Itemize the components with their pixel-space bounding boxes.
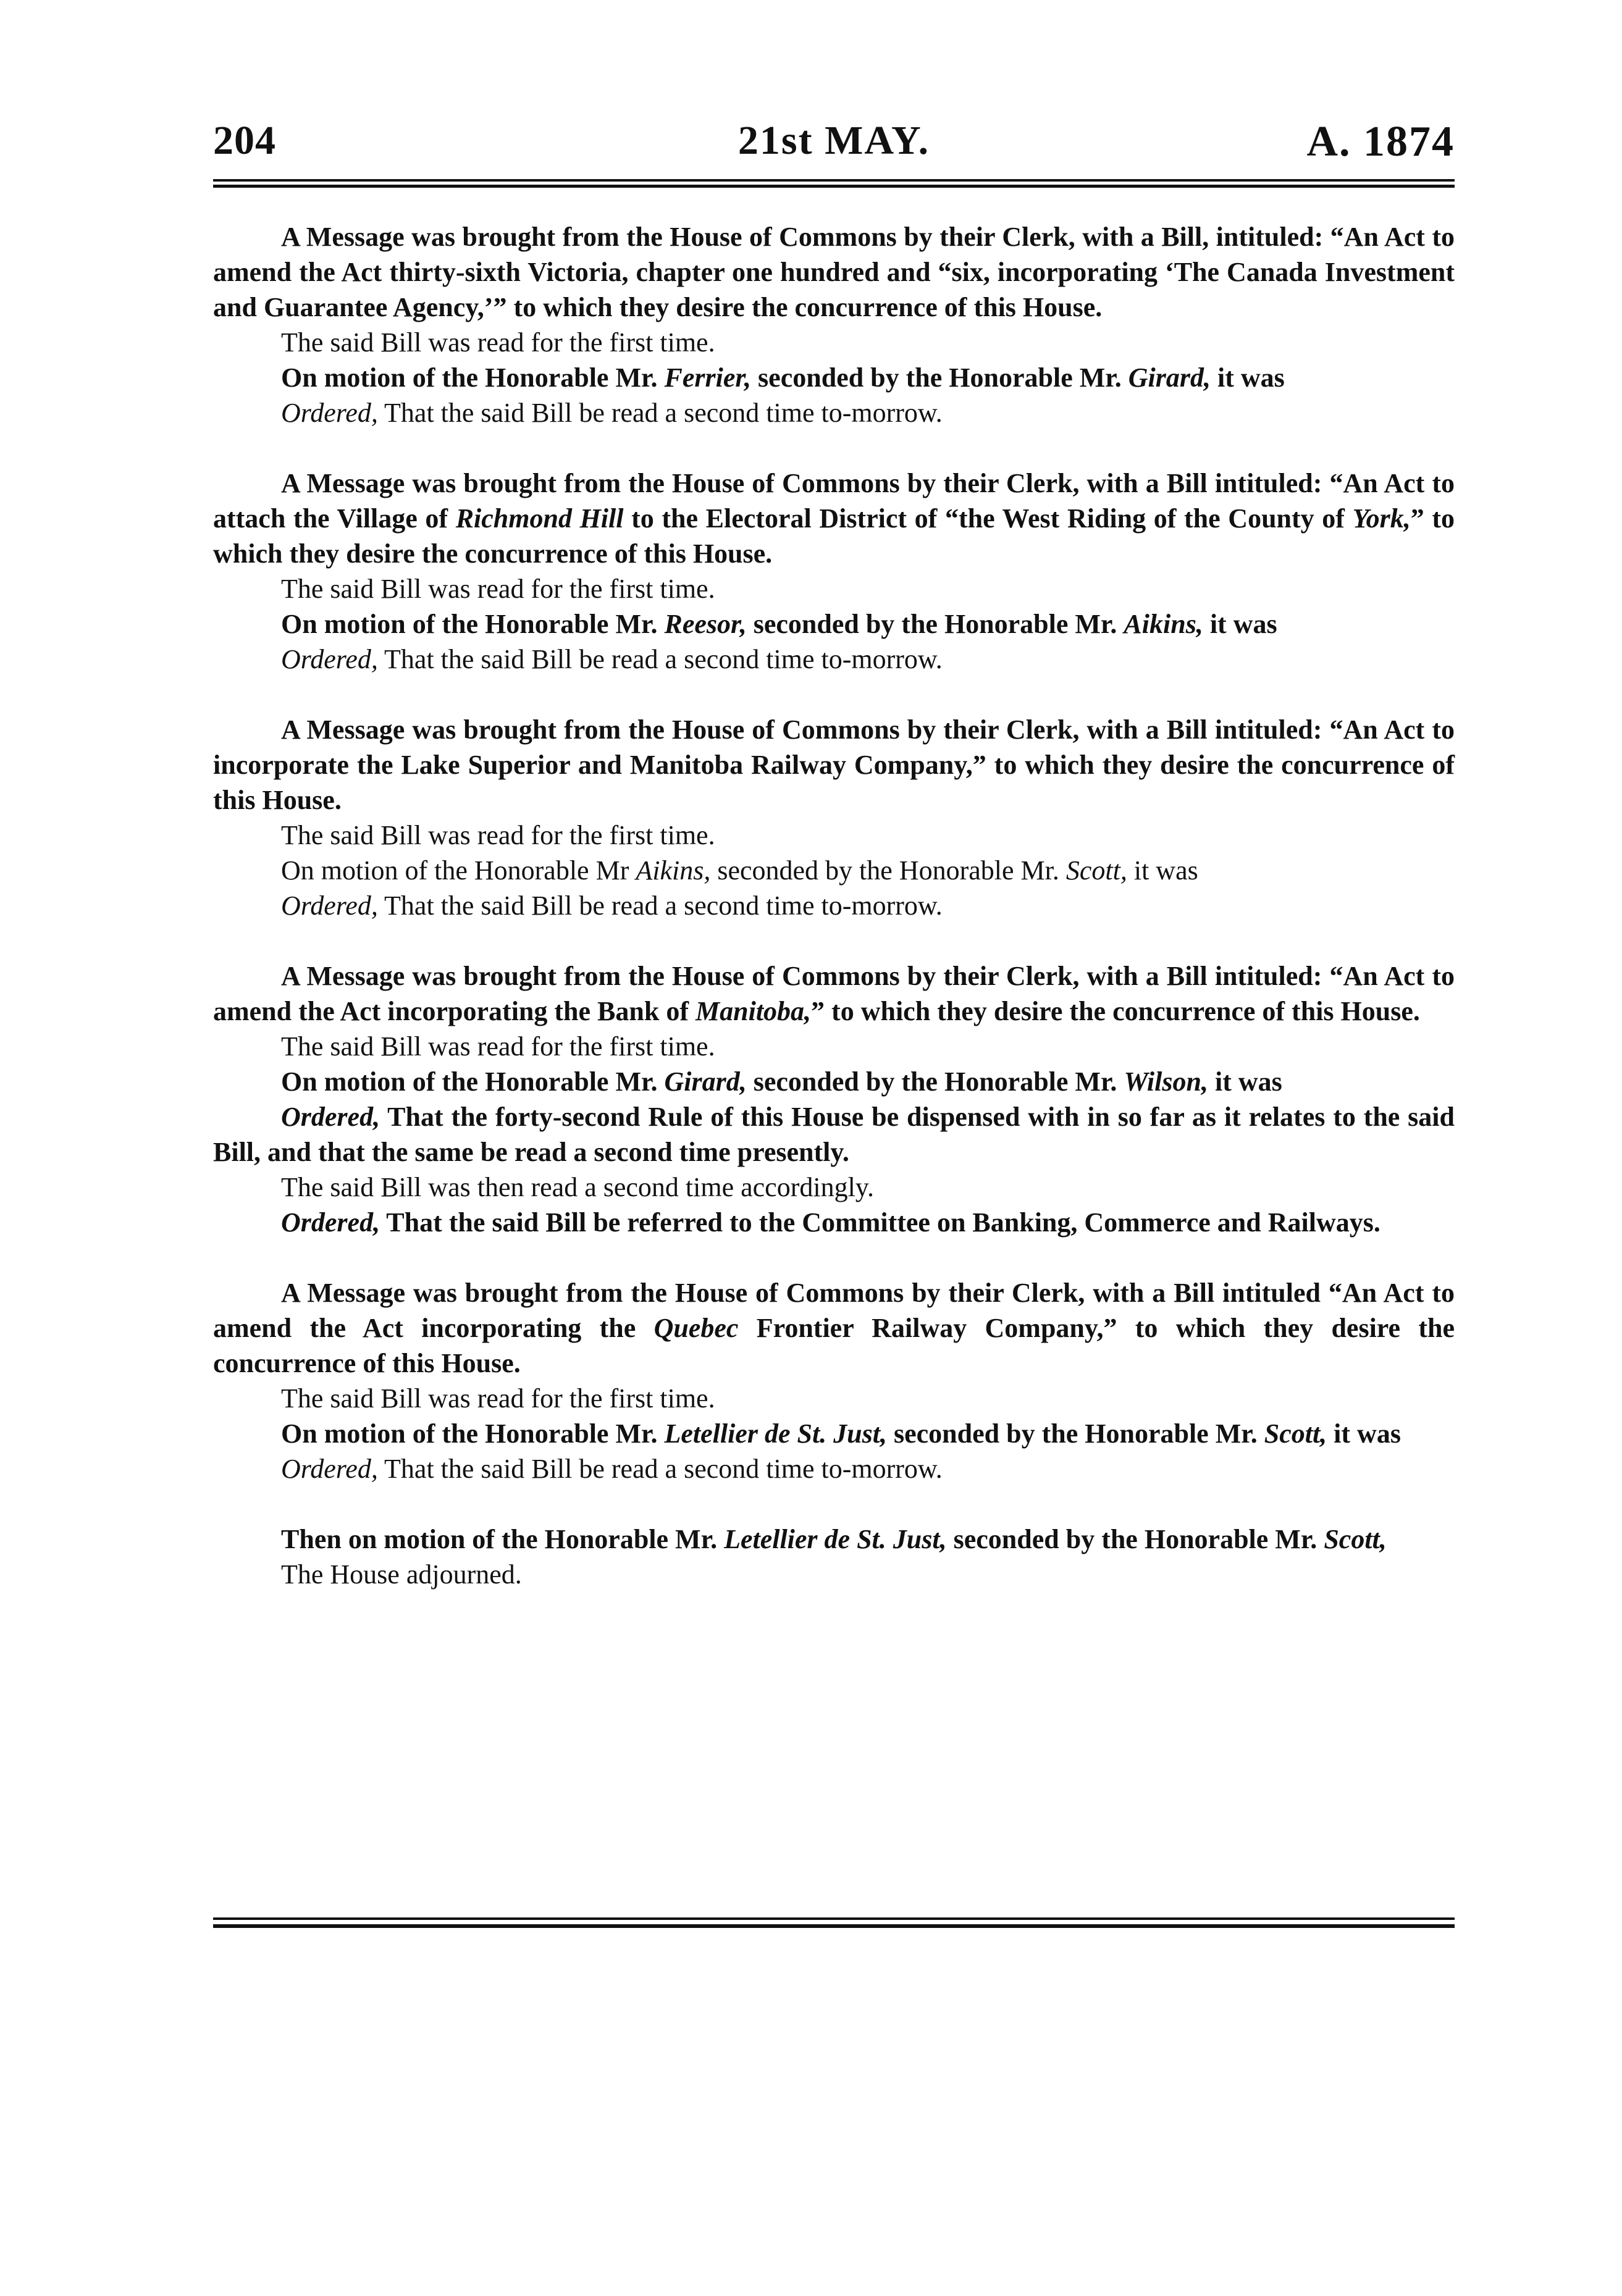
- motion: On motion of the Honorable Mr. Reesor, seconded by the Honorable Mr. Aikins, it was: [281, 609, 1277, 639]
- page-number: 204: [213, 118, 276, 163]
- mover-name: Letellier de St. Just,: [724, 1524, 947, 1554]
- message-text: A Message was brought from the House of Commons by their Clerk, with a Bill intituled “An Act to amend the Act incorporating the Quebec Frontier Railway Company,” to which they desire the concurrence of this House.: [213, 1278, 1455, 1378]
- seconder-name: Scott,: [1324, 1524, 1387, 1554]
- motion: On motion of the Honorable Mr. Girard, seconded by the Honorable Mr. Wilson, it was: [281, 1066, 1282, 1097]
- county-name: York,: [1352, 503, 1411, 534]
- message-text: A Message was brought from the House of Commons by their Clerk, with a Bill, intituled: “An Act to amend the Act thirty-sixth Victoria, chapter one hundred and “six, incorporating ‘The Canada Investment and Guarantee Agency,’” to which they desire the concurrence of this House.: [213, 222, 1455, 322]
- message-text: A Message was brought from the House of Commons by their Clerk, with a Bill intituled: “An Act to attach the Village of Richmond Hill to the Electoral District of “the West Riding of the County of York,” to which they desire the concurrence of this House.: [213, 468, 1455, 569]
- seconder-name: Scott,: [1065, 855, 1127, 886]
- mover-name: Letellier de St. Just,: [664, 1418, 887, 1449]
- running-date: 21st MAY.: [737, 118, 930, 163]
- seconder-name: Aikins,: [1124, 609, 1203, 639]
- mover-name: Reesor,: [664, 609, 747, 639]
- entry-richmond-hill: [213, 466, 1455, 677]
- first-reading: The said Bill was read for the first time.: [281, 574, 715, 604]
- first-reading: The said Bill was read for the first time.: [281, 327, 715, 358]
- bank-name: Manitoba,: [695, 996, 812, 1026]
- adjournment-motion: Then on motion of the Honorable Mr. Letellier de St. Just, seconded by the Honorable Mr. Scott,: [281, 1524, 1387, 1554]
- message-text: A Message was brought from the House of Commons by their Clerk, with a Bill intituled: “An Act to amend the Act incorporating the Bank of Manitoba,” to which they desire the concurrence of this House.: [213, 961, 1455, 1026]
- order: Ordered, That the said Bill be read a second time to-morrow.: [281, 398, 943, 428]
- entry-bank-of-manitoba: [213, 958, 1455, 1240]
- order: Ordered, That the said Bill be read a second time to-morrow.: [281, 644, 943, 674]
- entry-lake-superior-railway: [213, 712, 1455, 923]
- mover-name: Aikins,: [636, 855, 711, 886]
- page-header: [213, 117, 1455, 173]
- motion: On motion of the Honorable Mr. Ferrier, seconded by the Honorable Mr. Girard, it was: [281, 362, 1285, 393]
- order: Ordered, That the said Bill be read a second time to-morrow.: [281, 890, 943, 921]
- company-name: Quebec: [653, 1313, 739, 1343]
- second-reading: The said Bill was then read a second time accordingly.: [281, 1172, 874, 1202]
- seconder-name: Girard,: [1128, 362, 1211, 393]
- entry-quebec-frontier-railway: [213, 1275, 1455, 1486]
- referral-order: Ordered, That the said Bill be referred to the Committee on Banking, Commerce and Railways.: [281, 1207, 1380, 1238]
- motion: On motion of the Honorable Mr. Letellier de St. Just, seconded by the Honorable Mr. Scott, it was: [281, 1418, 1401, 1449]
- mover-name: Girard,: [664, 1066, 747, 1097]
- footer-double-rule: [213, 1917, 1455, 1930]
- journal-body: [213, 219, 1455, 1627]
- first-reading: The said Bill was read for the first time.: [281, 1383, 715, 1414]
- message-text: A Message was brought from the House of Commons by their Clerk, with a Bill intituled: “An Act to incorporate the Lake Superior and Manitoba Railway Company,” to which they desire the concurrence of this House.: [213, 714, 1455, 815]
- entry-adjournment: [213, 1522, 1455, 1592]
- seconder-name: Wilson,: [1124, 1066, 1208, 1097]
- motion: On motion of the Honorable Mr Aikins, seconded by the Honorable Mr. Scott, it was: [281, 855, 1198, 886]
- seconder-name: Scott,: [1264, 1418, 1327, 1449]
- session-year: A. 1874: [1306, 118, 1455, 165]
- order: Ordered, That the said Bill be read a second time to-morrow.: [281, 1454, 943, 1484]
- first-reading: The said Bill was read for the first time.: [281, 820, 715, 850]
- entry-canada-investment: [213, 219, 1455, 430]
- place-name: Richmond Hill: [455, 503, 624, 534]
- header-double-rule: [213, 179, 1455, 189]
- order: Ordered, That the forty-second Rule of this House be dispensed with in so far as it relates to the said Bill, and that the same be read a second time presently.: [213, 1102, 1455, 1167]
- adjournment-closing: The House adjourned.: [281, 1559, 522, 1590]
- first-reading: The said Bill was read for the first time.: [281, 1031, 715, 1062]
- mover-name: Ferrier,: [664, 362, 752, 393]
